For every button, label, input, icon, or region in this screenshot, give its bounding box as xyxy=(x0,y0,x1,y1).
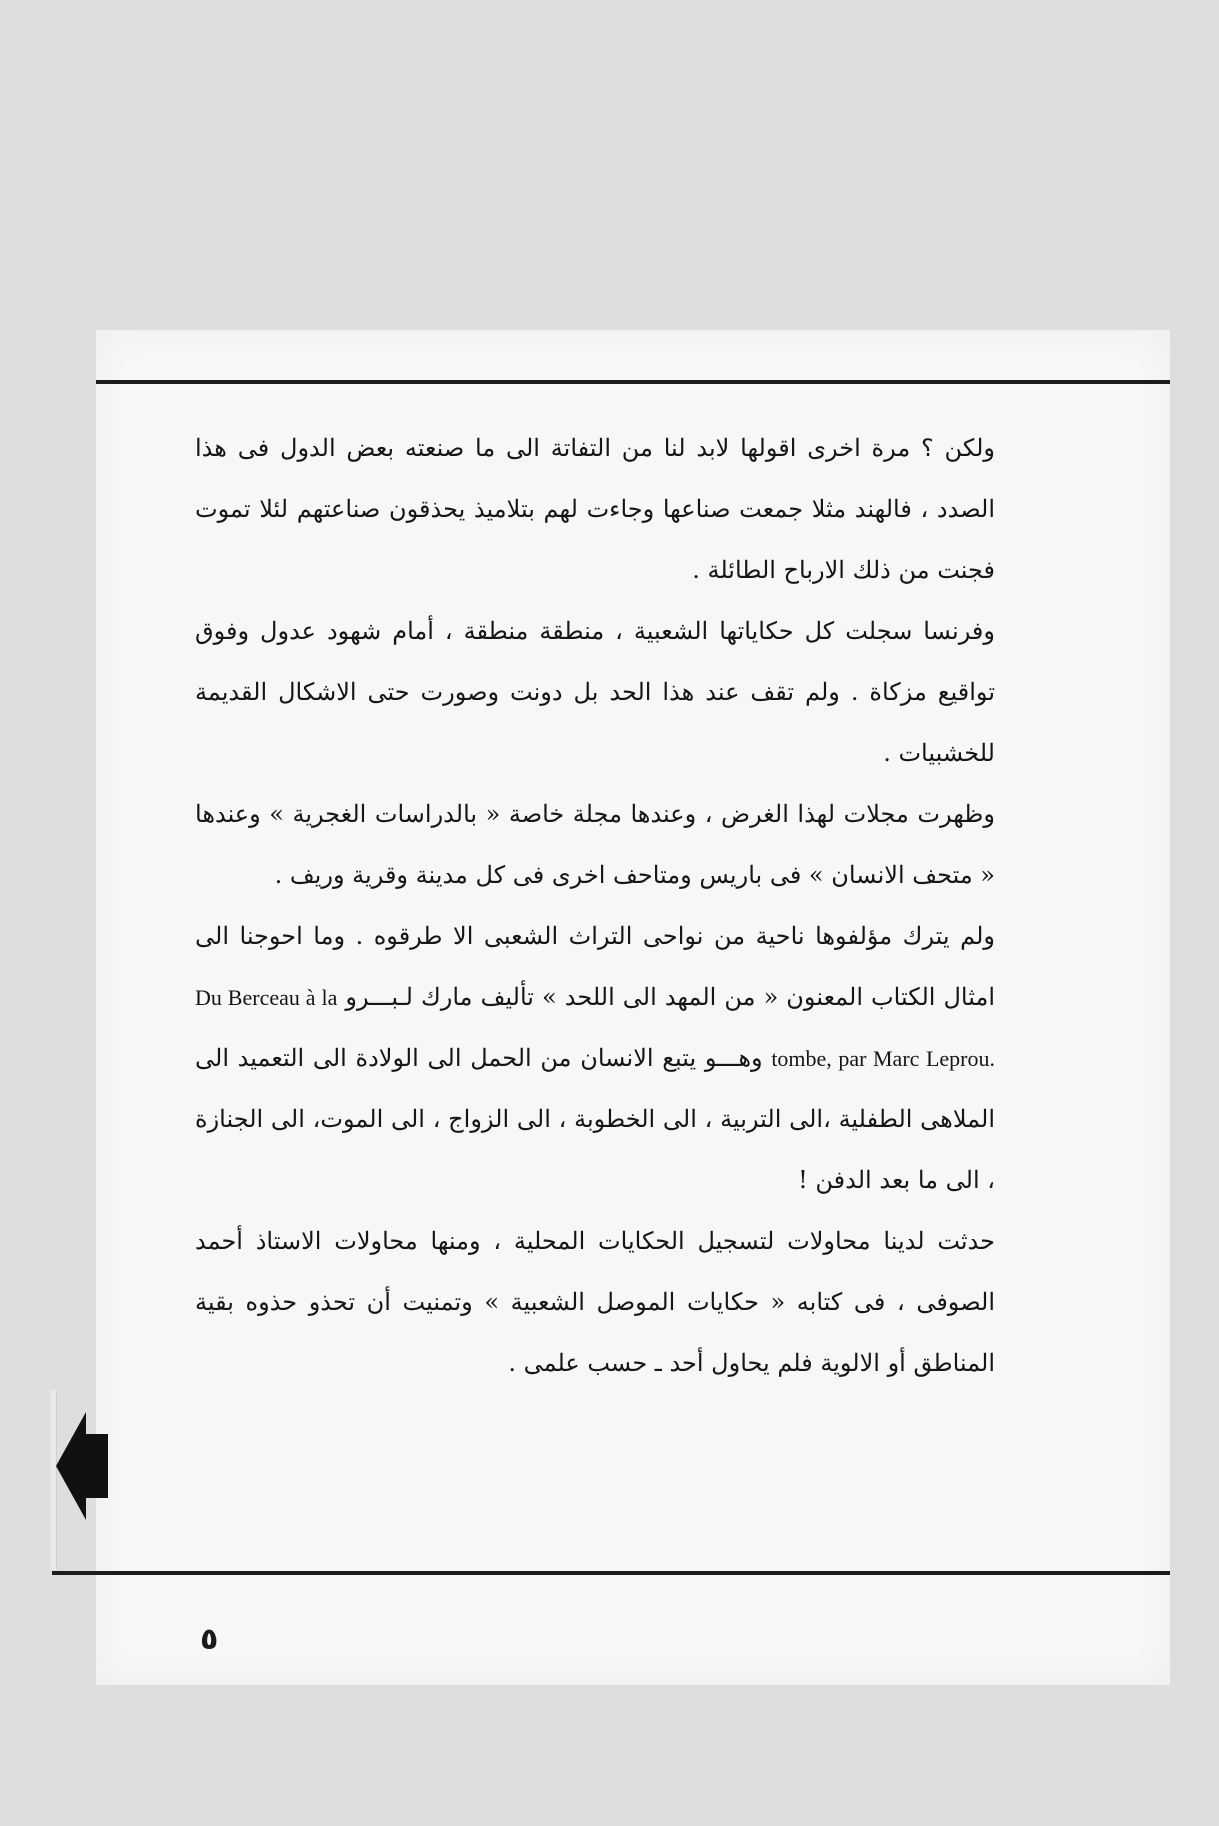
body-text xyxy=(195,418,995,1394)
paragraph-4-text-before: ولم يترك مؤلفوها ناحية من نواحى التراث الشعبى الا طرقوه . وما احوجنا الى امثال الكتاب المعنون « من المهد الى اللحد » تأليف مارك لـبـــرو xyxy=(195,922,996,1011)
page-number: ٥ xyxy=(200,1622,219,1657)
arrow-left-icon xyxy=(56,1412,108,1520)
bottom-rule xyxy=(52,1571,1170,1575)
paragraph-3: وظهرت مجلات لهذا الغرض ، وعندها مجلة خاصة « بالدراسات الغجرية » وعندها « متحف الانسان » فى باريس ومتاحف اخرى فى كل مدينة وقرية وريف . xyxy=(195,800,995,889)
paragraph-1: ولكن ؟ مرة اخرى اقولها لابد لنا من التفاتة الى ما صنعته بعض الدول فى هذا الصدد ، فالهند مثلا جمعت صناعها وجاءت لهم بتلاميذ يحذقون صناعتهم لئلا تموت فجنت من ذلك الارباح الطائلة . xyxy=(195,434,995,584)
latin-book-title: Du Berceau à la tombe, par Marc Leprou. xyxy=(195,985,995,1071)
paragraph-4-text-after: وهـــو يتبع الانسان من الحمل الى الولادة الى التعميد الى الملاهى الطفلية ،الى التربية ، الى الخطوبة ، الى الزواج ، الى الموت، الى الجنازة ، الى ما بعد الدفن ! xyxy=(195,1044,995,1194)
paragraph-5: حدثت لدينا محاولات لتسجيل الحكايات المحلية ، ومنها محاولات الاستاذ أحمد الصوفى ، فى كتابه « حكايات الموصل الشعبية » وتمنيت أن تحذو حذوه بقية المناطق أو الالوية فلم يحاول أحد ـ حسب علمى . xyxy=(195,1227,996,1377)
paragraph-2: وفرنسا سجلت كل حكاياتها الشعبية ، منطقة منطقة ، أمام شهود عدول وفوق تواقيع مزكاة . ولم تقف عند هذا الحد بل دونت وصورت حتى الاشكال القديمة للخشبيات . xyxy=(195,617,995,767)
top-rule xyxy=(96,380,1170,384)
paragraph-4 xyxy=(195,906,995,1211)
